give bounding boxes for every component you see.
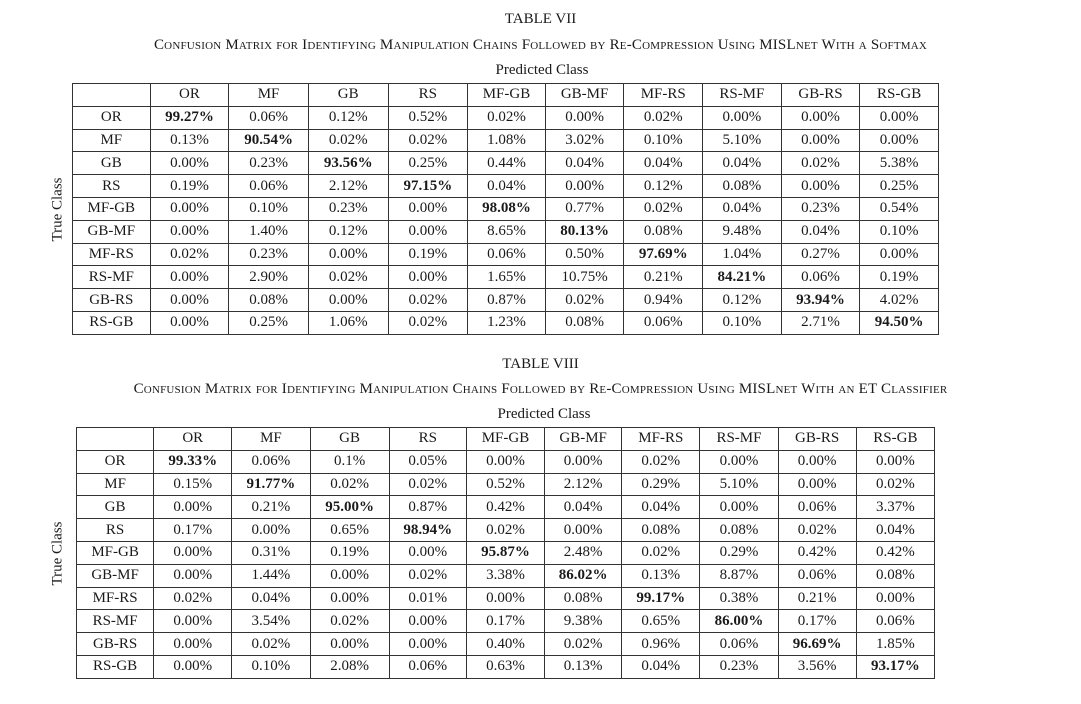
matrix-cell: 0.08% [700,519,778,542]
diagonal-cell: 90.54% [229,129,309,152]
matrix-cell: 0.06% [232,450,310,473]
matrix-cell: 0.00% [703,106,782,129]
matrix-cell: 0.12% [308,220,388,243]
matrix-cell: 1.23% [468,311,546,334]
matrix-cell: 0.00% [700,450,778,473]
column-header: MF-RS [622,428,700,451]
matrix-cell: 0.00% [154,633,232,656]
matrix-cell: 0.00% [154,564,232,587]
matrix-cell: 0.25% [388,152,468,175]
row-label: GB [73,152,151,175]
header-row [77,428,935,451]
matrix-cell: 0.00% [154,610,232,633]
matrix-cell: 0.29% [622,473,700,496]
matrix-cell: 0.00% [856,450,934,473]
matrix-cell: 0.06% [778,496,856,519]
table-row [77,519,935,542]
diagonal-cell: 86.00% [700,610,778,633]
diagonal-cell: 80.13% [545,220,624,243]
matrix-cell: 5.10% [703,129,782,152]
matrix-cell: 0.00% [778,450,856,473]
matrix-cell: 0.13% [150,129,229,152]
matrix-cell: 0.27% [781,243,860,266]
matrix-cell: 0.13% [622,564,700,587]
matrix-cell: 0.87% [468,289,546,312]
matrix-cell: 3.56% [778,655,856,678]
matrix-cell: 0.04% [703,152,782,175]
matrix-cell: 0.25% [860,175,939,198]
column-header: GB-MF [545,84,624,107]
matrix-cell: 0.00% [860,129,939,152]
matrix-cell: 0.04% [622,496,700,519]
matrix-cell: 0.06% [468,243,546,266]
matrix-cell: 0.02% [389,564,466,587]
matrix-cell: 0.06% [624,311,703,334]
matrix-cell: 1.04% [703,243,782,266]
table-vii-number: TABLE VII [504,11,577,27]
column-header: RS [388,84,468,107]
matrix-cell: 0.00% [150,311,229,334]
matrix-cell: 10.75% [545,266,624,289]
row-label: OR [77,450,154,473]
matrix-cell: 0.15% [154,473,232,496]
matrix-cell: 0.00% [388,266,468,289]
matrix-cell: 0.02% [308,266,388,289]
table-row [73,311,939,334]
matrix-cell: 0.42% [856,541,934,564]
matrix-cell: 0.29% [700,541,778,564]
row-label: MF-RS [77,587,154,610]
matrix-cell: 0.08% [229,289,309,312]
matrix-cell: 1.08% [468,129,546,152]
matrix-cell: 0.06% [389,655,466,678]
matrix-cell: 0.01% [389,587,466,610]
table-vii-confusion-matrix [72,83,939,335]
matrix-cell: 0.17% [778,610,856,633]
table-row [77,450,935,473]
matrix-cell: 0.02% [310,473,389,496]
matrix-cell: 0.02% [624,197,703,220]
row-label: MF-GB [77,541,154,564]
matrix-cell: 3.02% [545,129,624,152]
matrix-cell: 0.40% [466,633,544,656]
matrix-cell: 0.42% [778,541,856,564]
matrix-cell: 0.00% [781,106,860,129]
column-header: RS-MF [703,84,782,107]
matrix-cell: 1.06% [308,311,388,334]
matrix-cell: 0.00% [389,610,466,633]
row-label: GB-RS [77,633,154,656]
matrix-cell: 0.00% [781,175,860,198]
column-header: MF-RS [624,84,703,107]
matrix-cell: 0.19% [388,243,468,266]
matrix-cell: 0.42% [466,496,544,519]
matrix-cell: 0.52% [466,473,544,496]
matrix-cell: 0.02% [622,450,700,473]
table-row [73,197,939,220]
matrix-cell: 0.21% [232,496,310,519]
matrix-cell: 0.10% [229,197,309,220]
matrix-cell: 0.02% [388,129,468,152]
row-label: MF [73,129,151,152]
row-label: MF-RS [73,243,151,266]
table-row [73,106,939,129]
matrix-cell: 0.00% [856,587,934,610]
matrix-cell: 0.08% [624,220,703,243]
matrix-cell: 0.19% [310,541,389,564]
matrix-cell: 0.00% [545,106,624,129]
matrix-cell: 0.00% [778,473,856,496]
column-header: RS [389,428,466,451]
matrix-cell: 0.00% [388,197,468,220]
matrix-cell: 5.10% [700,473,778,496]
table-row [77,655,935,678]
matrix-cell: 0.08% [545,311,624,334]
matrix-cell: 0.02% [388,289,468,312]
matrix-cell: 1.85% [856,633,934,656]
row-label: RS [73,175,151,198]
table-row [73,220,939,243]
matrix-cell: 0.02% [389,473,466,496]
matrix-cell: 0.00% [150,220,229,243]
row-label: RS-GB [73,311,151,334]
matrix-cell: 2.08% [310,655,389,678]
diagonal-cell: 86.02% [545,564,622,587]
row-label: GB-RS [73,289,151,312]
matrix-cell: 0.00% [389,541,466,564]
column-header: GB-RS [781,84,860,107]
matrix-cell: 0.02% [466,519,544,542]
row-label: GB-MF [73,220,151,243]
matrix-cell: 0.00% [310,633,389,656]
matrix-cell: 0.04% [622,655,700,678]
matrix-cell: 0.65% [310,519,389,542]
diagonal-cell: 98.94% [389,519,466,542]
matrix-cell: 1.44% [232,564,310,587]
matrix-cell: 0.04% [781,220,860,243]
matrix-cell: 1.65% [468,266,546,289]
table-row [77,633,935,656]
matrix-cell: 0.00% [545,519,622,542]
column-header: MF [229,84,309,107]
matrix-cell: 0.87% [389,496,466,519]
diagonal-cell: 98.08% [468,197,546,220]
matrix-cell: 0.63% [466,655,544,678]
matrix-cell: 3.37% [856,496,934,519]
matrix-cell: 0.00% [308,243,388,266]
matrix-cell: 0.65% [622,610,700,633]
matrix-cell: 4.02% [860,289,939,312]
table-row [73,129,939,152]
matrix-cell: 0.06% [781,266,860,289]
table-row [77,541,935,564]
matrix-cell: 0.08% [622,519,700,542]
matrix-cell: 0.12% [308,106,388,129]
matrix-cell: 0.04% [856,519,934,542]
table-row [77,473,935,496]
table-row [77,496,935,519]
matrix-cell: 0.00% [388,220,468,243]
column-header: GB [310,428,389,451]
column-header: RS-GB [860,84,939,107]
diagonal-cell: 93.94% [781,289,860,312]
diagonal-cell: 97.69% [624,243,703,266]
table-vii-caption: Confusion Matrix for Identifying Manipulation Chains Followed by Re-Compression Using MISLnet With a Softmax [153,37,928,53]
matrix-cell: 0.08% [856,564,934,587]
header-row [73,84,939,107]
table-vii-true-class-label: True Class [49,177,66,242]
matrix-cell: 0.17% [466,610,544,633]
matrix-cell: 2.12% [545,473,622,496]
matrix-cell: 0.21% [624,266,703,289]
column-header: RS-MF [700,428,778,451]
diagonal-cell: 93.17% [856,655,934,678]
matrix-cell: 3.54% [232,610,310,633]
matrix-cell: 0.04% [545,496,622,519]
matrix-cell: 0.08% [545,587,622,610]
diagonal-cell: 94.50% [860,311,939,334]
matrix-cell: 5.38% [860,152,939,175]
matrix-cell: 9.38% [545,610,622,633]
diagonal-cell: 84.21% [703,266,782,289]
matrix-cell: 0.02% [388,311,468,334]
matrix-cell: 0.02% [468,106,546,129]
table-row [73,175,939,198]
matrix-cell: 0.19% [860,266,939,289]
matrix-cell: 8.65% [468,220,546,243]
matrix-cell: 0.00% [860,243,939,266]
table-viii-number: TABLE VIII [502,356,579,372]
matrix-cell: 0.1% [310,450,389,473]
row-label: RS-MF [77,610,154,633]
matrix-cell: 0.50% [545,243,624,266]
matrix-cell: 0.04% [545,152,624,175]
matrix-cell: 0.02% [308,129,388,152]
row-label: MF [77,473,154,496]
matrix-cell: 0.23% [700,655,778,678]
matrix-cell: 0.04% [624,152,703,175]
matrix-cell: 0.00% [154,655,232,678]
matrix-cell: 0.02% [624,106,703,129]
matrix-cell: 0.02% [154,587,232,610]
matrix-cell: 0.00% [466,587,544,610]
matrix-cell: 9.48% [703,220,782,243]
row-label: GB-MF [77,564,154,587]
matrix-cell: 0.17% [154,519,232,542]
column-header: OR [150,84,229,107]
matrix-cell: 0.10% [624,129,703,152]
matrix-cell: 0.02% [545,289,624,312]
matrix-cell: 2.90% [229,266,309,289]
matrix-cell: 0.00% [781,129,860,152]
column-header: MF-GB [468,84,546,107]
matrix-cell: 0.06% [229,175,309,198]
matrix-cell: 0.05% [389,450,466,473]
matrix-cell: 2.71% [781,311,860,334]
matrix-cell: 0.54% [860,197,939,220]
matrix-cell: 0.19% [150,175,229,198]
table-viii-caption: Confusion Matrix for Identifying Manipulation Chains Followed by Re-Compression Using MISLnet With an ET Classifier [133,381,948,397]
matrix-cell: 0.23% [229,152,309,175]
matrix-cell: 0.02% [232,633,310,656]
matrix-cell: 0.00% [310,587,389,610]
matrix-cell: 0.10% [860,220,939,243]
matrix-cell: 0.00% [389,633,466,656]
diagonal-cell: 95.87% [466,541,544,564]
matrix-cell: 0.02% [150,243,229,266]
matrix-cell: 0.02% [545,633,622,656]
matrix-cell: 0.02% [622,541,700,564]
matrix-cell: 0.13% [545,655,622,678]
table-row [77,564,935,587]
matrix-cell: 0.77% [545,197,624,220]
matrix-cell: 0.23% [781,197,860,220]
matrix-cell: 0.00% [308,289,388,312]
matrix-cell: 0.00% [466,450,544,473]
matrix-cell: 0.25% [229,311,309,334]
matrix-cell: 0.00% [232,519,310,542]
matrix-cell: 3.38% [466,564,544,587]
table-row [73,152,939,175]
matrix-cell: 0.00% [154,496,232,519]
corner-cell [73,84,151,107]
table-viii-confusion-matrix [76,427,935,679]
matrix-cell: 0.08% [703,175,782,198]
matrix-cell: 0.02% [781,152,860,175]
matrix-cell: 0.10% [232,655,310,678]
column-header: MF-GB [466,428,544,451]
matrix-cell: 0.00% [150,197,229,220]
matrix-cell: 0.06% [856,610,934,633]
matrix-cell: 0.06% [778,564,856,587]
matrix-cell: 0.00% [310,564,389,587]
matrix-cell: 0.21% [778,587,856,610]
row-label: GB [77,496,154,519]
diagonal-cell: 99.33% [154,450,232,473]
matrix-cell: 0.44% [468,152,546,175]
row-label: RS-GB [77,655,154,678]
matrix-cell: 0.00% [150,152,229,175]
matrix-cell: 0.06% [700,633,778,656]
diagonal-cell: 99.27% [150,106,229,129]
table-row [73,289,939,312]
diagonal-cell: 95.00% [310,496,389,519]
matrix-cell: 0.00% [860,106,939,129]
corner-cell [77,428,154,451]
row-label: MF-GB [73,197,151,220]
matrix-cell: 2.12% [308,175,388,198]
matrix-cell: 0.23% [229,243,309,266]
matrix-cell: 0.04% [468,175,546,198]
matrix-cell: 0.00% [150,266,229,289]
diagonal-cell: 93.56% [308,152,388,175]
matrix-cell: 0.31% [232,541,310,564]
column-header: MF [232,428,310,451]
table-viii-true-class-label: True Class [49,521,66,586]
row-label: RS [77,519,154,542]
matrix-cell: 0.00% [154,541,232,564]
matrix-cell: 0.02% [778,519,856,542]
column-header: OR [154,428,232,451]
row-label: RS-MF [73,266,151,289]
matrix-cell: 0.38% [700,587,778,610]
column-header: GB [308,84,388,107]
matrix-cell: 0.23% [308,197,388,220]
matrix-cell: 0.00% [150,289,229,312]
matrix-cell: 0.00% [700,496,778,519]
matrix-cell: 0.12% [624,175,703,198]
matrix-cell: 1.40% [229,220,309,243]
matrix-cell: 0.10% [703,311,782,334]
matrix-cell: 0.00% [545,450,622,473]
table-vii-predicted-class-label: Predicted Class [495,62,589,78]
table-viii-predicted-class-label: Predicted Class [497,406,591,422]
table-row [73,243,939,266]
matrix-cell: 8.87% [700,564,778,587]
matrix-cell: 0.94% [624,289,703,312]
table-row [73,266,939,289]
row-label: OR [73,106,151,129]
matrix-cell: 2.48% [545,541,622,564]
diagonal-cell: 97.15% [388,175,468,198]
table-row [77,610,935,633]
matrix-cell: 0.96% [622,633,700,656]
matrix-cell: 0.52% [388,106,468,129]
matrix-cell: 0.04% [232,587,310,610]
matrix-cell: 0.04% [703,197,782,220]
matrix-cell: 0.12% [703,289,782,312]
column-header: GB-MF [545,428,622,451]
matrix-cell: 0.00% [545,175,624,198]
matrix-cell: 0.02% [310,610,389,633]
column-header: RS-GB [856,428,934,451]
diagonal-cell: 91.77% [232,473,310,496]
matrix-cell: 0.02% [856,473,934,496]
diagonal-cell: 96.69% [778,633,856,656]
table-row [77,587,935,610]
column-header: GB-RS [778,428,856,451]
matrix-cell: 0.06% [229,106,309,129]
diagonal-cell: 99.17% [622,587,700,610]
